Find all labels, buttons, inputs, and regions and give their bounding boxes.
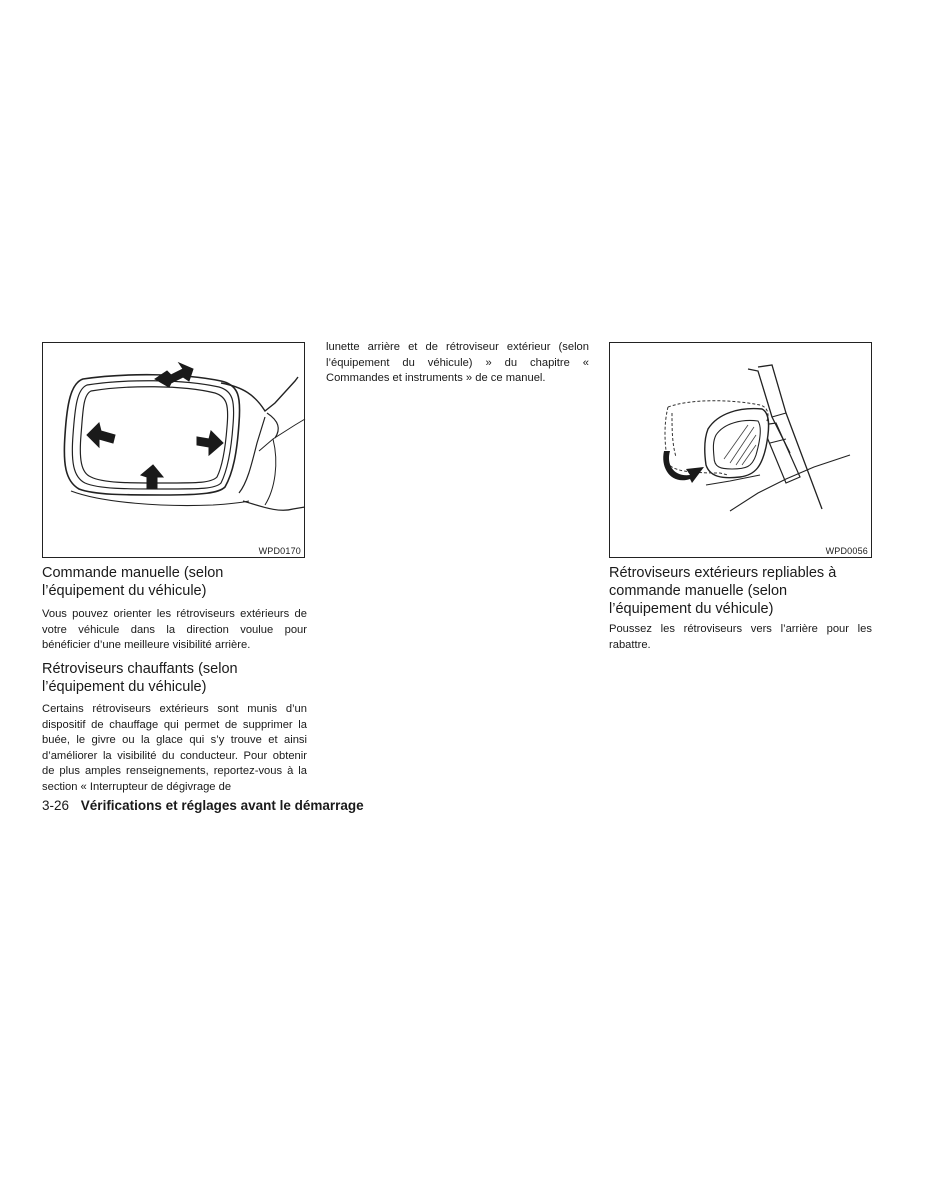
continuation-text: lunette arrière et de rétroviseur extérieur (selon l’équipement du véhicule) » du chapitre « Commandes et instruments » de ce manuel. [326,341,589,384]
page-footer [42,798,364,813]
section-heading-heated [42,660,307,696]
mirror-fold-illustration [610,343,873,559]
figure-code: WPD0056 [825,546,868,556]
section-body-manual: Vous pouvez orienter les rétroviseurs extérieurs de votre véhicule dans la direction voulue pour bénéficier d’une meilleure visibilité arrière. [42,608,307,651]
heading-line: l’équipement du véhicule) [42,583,207,599]
heading-line: Rétroviseurs chauffants (selon [42,661,238,677]
section-heading-foldable [609,564,875,618]
section-body-foldable: Poussez les rétroviseurs vers l’arrière pour les rabattre. [609,623,872,651]
mirror-fold-figure [609,342,872,558]
mirror-adjust-arrows-illustration [43,343,306,559]
heading-line: commande manuelle (selon [609,583,788,599]
heading-line: l’équipement du véhicule) [42,679,207,695]
section-heading-manual [42,564,307,600]
section-body-heated: Certains rétroviseurs extérieurs sont munis d’un dispositif de chauffage qui permet de supprimer la buée, le givre ou la glace qui s’y trouve et ainsi d’améliorer la visibilité du conducteur. Pour obtenir de plus amples renseignements, reportez-vous à la section « Interrupteur de dégivrage de [42,703,307,793]
figure-code: WPD0170 [258,546,301,556]
heading-line: Commande manuelle (selon [42,565,224,581]
heading-line: l’équipement du véhicule) [609,601,774,617]
heading-line: Rétroviseurs extérieurs repliables à [609,565,837,581]
footer-section-title: Vérifications et réglages avant le démarrage [80,798,364,813]
mirror-adjustment-figure [42,342,305,558]
page-number: 3-26 [42,798,70,813]
